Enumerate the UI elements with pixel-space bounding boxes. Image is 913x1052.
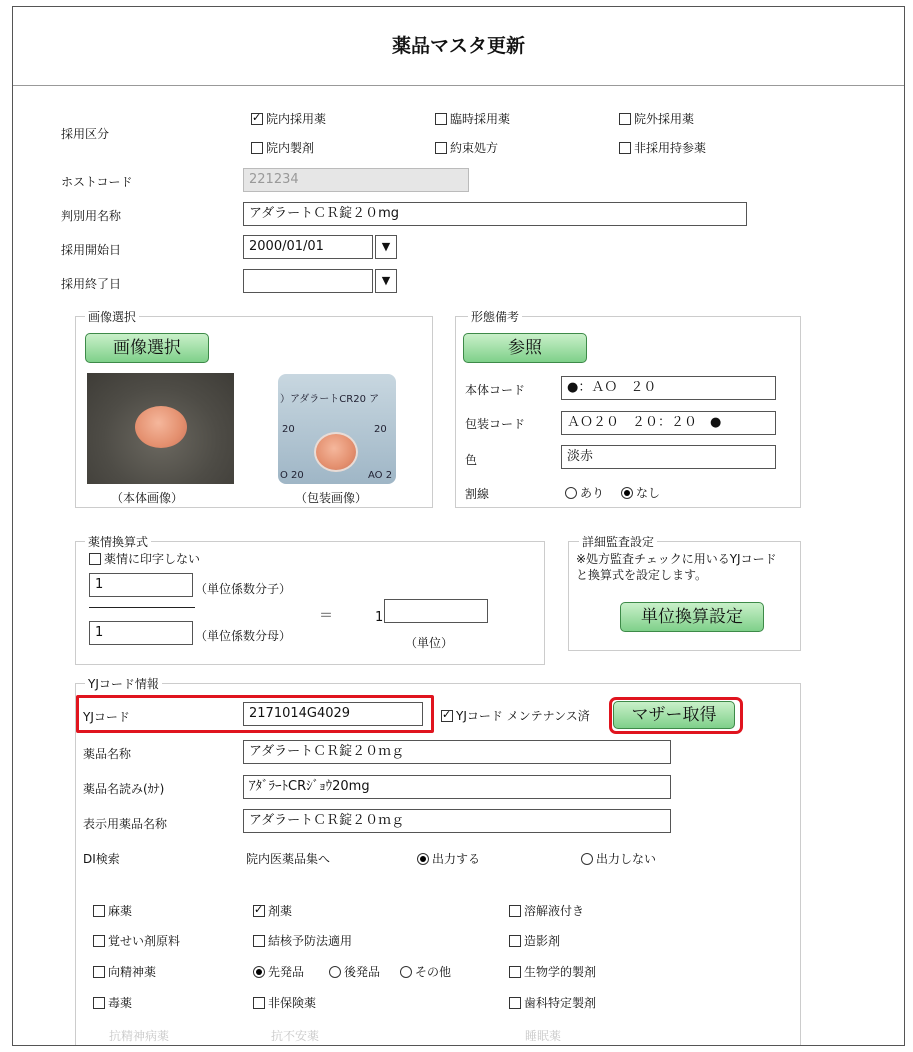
checkbox-icon	[509, 966, 521, 978]
package-image-caption: （包装画像）	[295, 491, 368, 505]
adoption-temporary-checkbox[interactable]: 臨時採用薬	[435, 110, 510, 127]
radio-icon	[329, 966, 341, 978]
host-code-label: ホストコード	[61, 175, 133, 189]
drug-kana-label: 薬品名読み(ｶﾅ)	[83, 782, 165, 796]
radio-icon	[400, 966, 412, 978]
other-radio[interactable]: その他	[400, 963, 451, 980]
reference-button[interactable]: 参照	[463, 333, 587, 363]
checkbox-icon	[93, 997, 105, 1009]
generic-radio[interactable]: 後発品	[329, 963, 380, 980]
checkbox-icon	[619, 113, 631, 125]
checkbox-icon	[435, 142, 447, 154]
tb-checkbox[interactable]: 結核予防法適用	[253, 932, 352, 949]
drug-kana-field[interactable]: ｱﾀﾞﾗｰﾄCRｼﾞｮｳ20mg	[243, 775, 671, 799]
score-line-label: 割線	[465, 487, 490, 501]
triangle-down-icon: ▼	[381, 274, 391, 287]
display-name-label: 表示用薬品名称	[83, 817, 168, 831]
dental-checkbox[interactable]: 歯科特定製剤	[509, 994, 596, 1011]
checkbox-icon	[251, 142, 263, 154]
checkbox-checked-icon	[441, 710, 453, 722]
score-yes-radio[interactable]: あり	[565, 484, 604, 501]
adoption-promise-checkbox[interactable]: 約束処方	[435, 139, 498, 156]
yj-code-label: YJコード	[83, 710, 130, 724]
color-field[interactable]: 淡赤	[561, 445, 776, 469]
checkbox-icon	[509, 935, 521, 947]
package-image[interactable]: ）アダラートCR20 ア 20 20 O 20 AO 2	[278, 374, 396, 484]
brand-radio[interactable]: 先発品	[253, 963, 304, 980]
color-label: 色	[465, 453, 478, 467]
discrimination-name-field[interactable]: アダラートＣＲ錠２０mg	[243, 202, 747, 226]
start-date-field[interactable]: 2000/01/01	[243, 235, 373, 259]
unit-label: （単位）	[405, 636, 454, 650]
dosage-checkbox[interactable]: ✓ 剤薬	[253, 902, 292, 919]
end-date-label: 採用終了日	[61, 277, 122, 291]
package-code-field[interactable]: ＡＯ２０ ２０：２０ ●	[561, 411, 776, 435]
body-code-label: 本体コード	[465, 383, 526, 397]
page-title: 薬品マスタ更新	[391, 35, 525, 57]
audit-note-line2: と換算式を設定します。	[576, 568, 708, 582]
psychotropic-checkbox[interactable]: 向精神薬	[93, 963, 156, 980]
numerator-field[interactable]: 1	[89, 573, 193, 597]
denominator-field[interactable]: 1	[89, 621, 193, 645]
non-insurance-checkbox[interactable]: 非保険薬	[253, 994, 316, 1011]
adoption-label: 採用区分	[61, 127, 110, 141]
checkbox-icon	[93, 905, 105, 917]
denominator-label: （単位係数分母）	[195, 629, 292, 643]
narcotic-checkbox[interactable]: 麻薬	[93, 902, 132, 919]
drug-master-window	[12, 6, 905, 1046]
end-date-field[interactable]	[243, 269, 373, 293]
tablet-image	[135, 406, 187, 448]
stimulant-checkbox[interactable]: 覚せい剤原料	[93, 932, 180, 949]
numerator-label: （単位係数分子）	[195, 582, 292, 596]
checkbox-icon	[89, 553, 101, 565]
end-date-dropdown-button[interactable]	[375, 269, 397, 293]
di-search-label: DI検索	[83, 852, 120, 866]
unit-multiplier: 1	[375, 610, 384, 625]
hypnotic-label: 睡眠薬	[525, 1029, 562, 1043]
adoption-brought-checkbox[interactable]: 非採用持参薬	[619, 139, 706, 156]
radio-selected-icon	[417, 853, 429, 865]
display-name-field[interactable]: アダラートＣＲ錠２０ｍｇ	[243, 809, 671, 833]
checkbox-icon	[509, 905, 521, 917]
contrast-checkbox[interactable]: 造影剤	[509, 932, 560, 949]
di-output-radio[interactable]: 出力する	[417, 850, 480, 867]
dissolve-checkbox[interactable]: 溶解液付き	[509, 902, 584, 919]
checkbox-checked-icon	[253, 905, 265, 917]
triangle-down-icon: ▼	[381, 240, 391, 253]
tablet-in-blister-image	[314, 432, 358, 472]
radio-icon	[581, 853, 593, 865]
radio-icon	[565, 487, 577, 499]
body-image[interactable]	[87, 373, 234, 484]
equals-sign: ＝	[319, 608, 333, 624]
no-print-checkbox[interactable]: 薬情に印字しない	[89, 550, 200, 567]
yj-code-highlight	[76, 695, 434, 733]
start-date-dropdown-button[interactable]	[375, 235, 397, 259]
mother-button-highlight	[609, 697, 743, 734]
body-image-caption: （本体画像）	[111, 491, 184, 505]
adoption-outpatient-checkbox[interactable]: 院外採用薬	[619, 110, 694, 127]
yj-code-field[interactable]: 2171014G4029	[243, 702, 423, 726]
unit-field[interactable]	[384, 599, 488, 623]
anxiolytic-label: 抗不安薬	[271, 1029, 320, 1043]
audit-legend: 詳細監査設定	[579, 533, 657, 550]
score-no-radio[interactable]: なし	[621, 484, 660, 501]
start-date-label: 採用開始日	[61, 243, 122, 257]
yj-maintenance-checkbox[interactable]: ✓ YJコード メンテナンス済	[441, 707, 590, 724]
drug-name-field[interactable]: アダラートＣＲ錠２０ｍｇ	[243, 740, 671, 764]
mother-fetch-button[interactable]: マザー取得	[613, 701, 735, 729]
image-select-legend: 画像選択	[85, 308, 139, 325]
audit-note-line1: ※処方監査チェックに用いるYJコード	[576, 552, 777, 566]
adoption-inpatient-checkbox[interactable]: ✓ 院内採用薬	[251, 110, 326, 127]
image-select-button[interactable]: 画像選択	[85, 333, 209, 363]
radio-selected-icon	[253, 966, 265, 978]
adoption-hospital-made-checkbox[interactable]: 院内製剤	[251, 139, 314, 156]
checkbox-icon	[93, 966, 105, 978]
conversion-legend: 薬情換算式	[85, 533, 151, 550]
checkbox-icon	[619, 142, 631, 154]
checkbox-icon	[435, 113, 447, 125]
yj-info-legend: YJコード情報	[85, 675, 162, 692]
fraction-line	[89, 607, 195, 608]
package-code-label: 包装コード	[465, 417, 526, 431]
di-no-output-radio[interactable]: 出力しない	[581, 850, 656, 867]
checkbox-icon	[253, 997, 265, 1009]
antipsychotic-label: 抗精神病薬	[109, 1029, 170, 1043]
radio-selected-icon	[621, 487, 633, 499]
unit-conversion-settings-button[interactable]: 単位換算設定	[620, 602, 764, 632]
checkbox-checked-icon	[251, 113, 263, 125]
form-note-legend: 形態備考	[468, 308, 522, 325]
drug-name-label: 薬品名称	[83, 747, 132, 761]
di-target-label: 院内医薬品集へ	[246, 852, 331, 866]
checkbox-icon	[93, 935, 105, 947]
checkbox-icon	[253, 935, 265, 947]
poison-checkbox[interactable]: 毒薬	[93, 994, 132, 1011]
checkbox-icon	[509, 997, 521, 1009]
discrimination-name-label: 判別用名称	[61, 209, 122, 223]
title-bar	[13, 7, 904, 86]
host-code-field[interactable]: 221234	[243, 168, 469, 192]
bio-checkbox[interactable]: 生物学的製剤	[509, 963, 596, 980]
body-code-field[interactable]: ●：ＡＯ ２０	[561, 376, 776, 400]
